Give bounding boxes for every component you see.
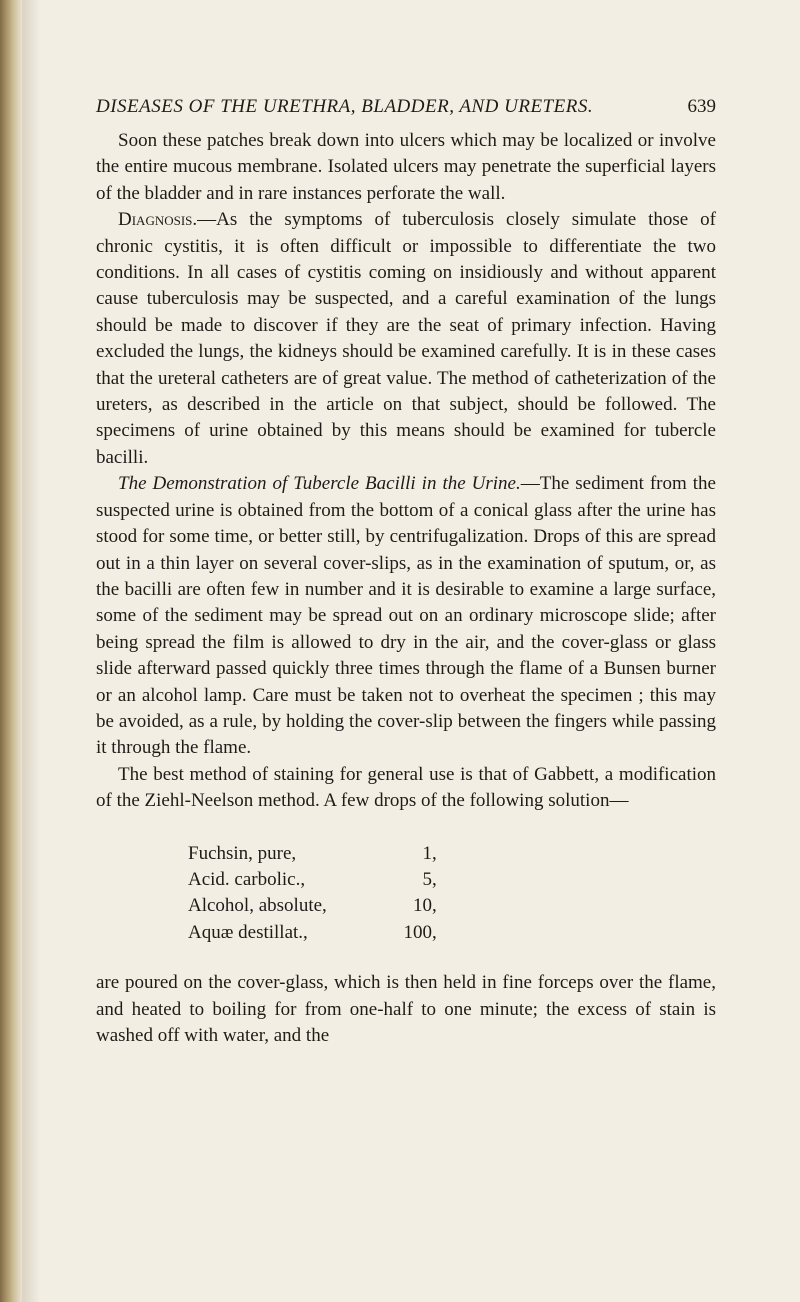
formula-row: [188, 841, 437, 867]
page-body: [96, 128, 716, 1049]
demonstration-heading: The Demonstration of Tubercle Bacilli in the Urine.: [118, 473, 521, 495]
formula-ingredient: Aquæ destillat.,: [188, 921, 308, 943]
formula-amount: 10,: [413, 895, 437, 917]
diagnosis-text: —As the symptoms of tuberculosis closely simulate those of chronic cystitis, it is often difficult or impossible to differentiate the two conditions. In all cases of cystitis coming on insidiously and without apparent cause tuberculosis may be suspected, and a careful examination of the lungs should be made to discover if they are the seat of primary infection. Having excluded the lungs, the kidneys should be examined carefully. It is in these cases that the ureteral catheters are of great value. The method of catheterization of the ureters, as described in the article on that subject, should be followed. The specimens of urine obtained by this means should be examined for tubercle bacilli.: [96, 209, 716, 468]
page-number: 639: [687, 96, 716, 117]
formula-row: [188, 920, 437, 946]
paragraph-staining: The best method of staining for general use is that of Gabbett, a modification of the Ziehl-Neelson method. A few drops of the following solution—: [96, 763, 716, 812]
book-spine-shadow: [0, 0, 22, 1302]
formula-row: [188, 867, 437, 893]
running-head-title: DISEASES OF THE URETHRA, BLADDER, AND URETERS.: [96, 96, 594, 117]
formula-amount: 100,: [403, 921, 437, 943]
gutter-shade: [22, 0, 40, 1302]
paragraph-ulcers: Soon these patches break down into ulcers which may be localized or involve the entire mucous membrane. Isolated ulcers may penetrate the superficial layers of the bladder and in rare instances perforate the wall.: [96, 130, 716, 204]
formula-ingredient: Fuchsin, pure,: [188, 842, 297, 864]
formula-row: [188, 893, 437, 919]
book-page: [96, 96, 716, 1049]
formula-ingredient: Acid. carbolic.,: [188, 868, 306, 890]
formula-amount: 1,: [422, 842, 437, 864]
paragraph-procedure: are poured on the cover-glass, which is then held in fine forceps over the flame, and heated to boiling for from one-half to one minute; the excess of stain is washed off with water, and the: [96, 972, 716, 1046]
diagnosis-heading: Diagnosis.: [118, 209, 198, 231]
formula-ingredient: Alcohol, absolute,: [188, 895, 327, 917]
paragraph-demonstration: [96, 471, 716, 761]
formula-amount: 5,: [422, 868, 437, 890]
demonstration-text: —The sediment from the suspected urine is obtained from the bottom of a conical glass after the urine has stood for some time, or better still, by centrifugalization. Drops of this are spread out in a thin layer on several cover-slips, as in the examination of sputum, or, as the bacilli are often few in number and it is desirable to examine a large surface, some of the sediment may be spread out on an ordinary microscope slide; after being spread the film is allowed to dry in the air, and the cover-glass or glass slide afterward passed quickly three times through the flame of a Bunsen burner or an alcohol lamp. Care must be taken not to overheat the specimen ; this may be avoided, as a rule, by holding the cover-slip between the fingers while passing it through the flame.: [96, 473, 716, 759]
staining-solution-formula: [188, 841, 437, 947]
paragraph-diagnosis: [96, 207, 716, 471]
running-head: [96, 96, 716, 118]
